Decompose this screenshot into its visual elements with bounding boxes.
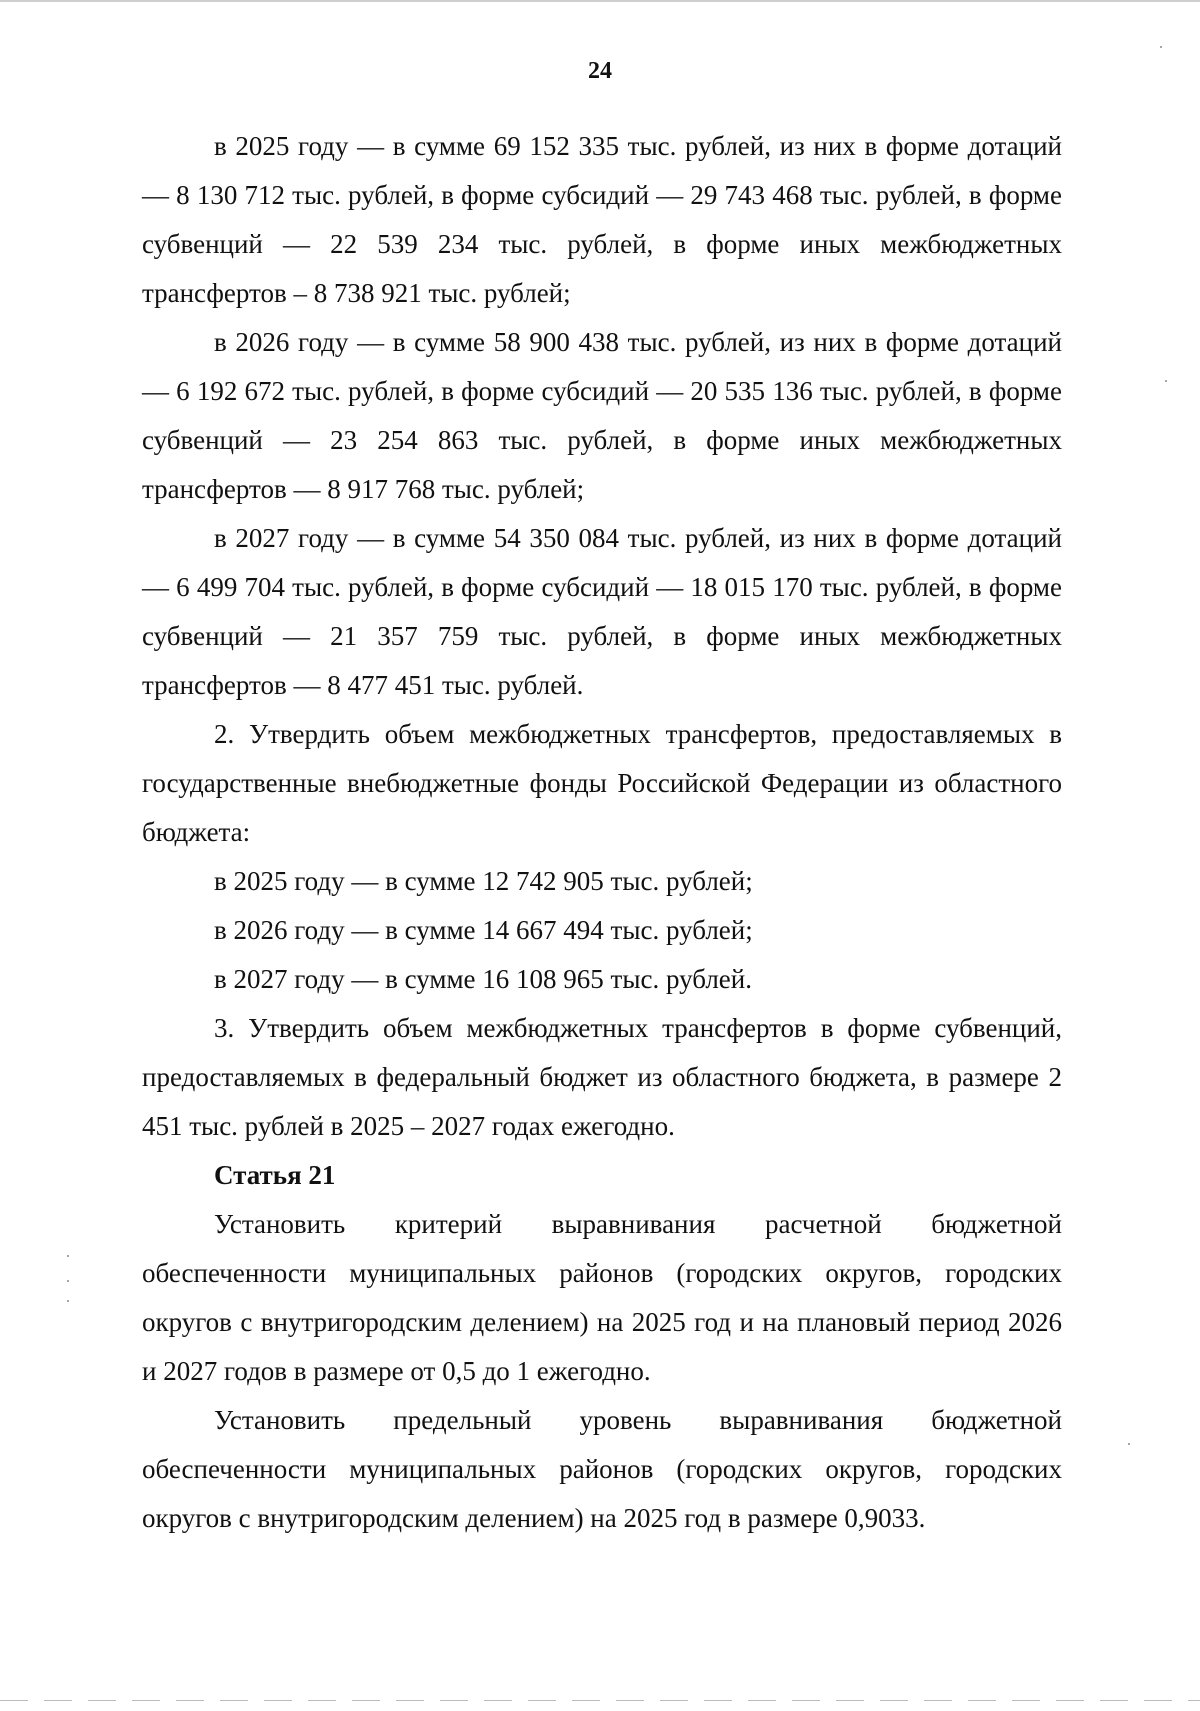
scan-speck: [1128, 1443, 1130, 1445]
paragraph-item-2-2027: в 2027 году — в сумме 16 108 965 тыс. рублей.: [214, 964, 752, 994]
paragraph-article-2: Установить предельный уровень выравнивания бюджетной обеспеченности муниципальных районов (городских округов, городских округов с внутригородским делением) на 2025 год в размере 0,9033.: [142, 1405, 1062, 1533]
paragraph-2027: в 2027 году — в сумме 54 350 084 тыс. рублей, из них в форме дотаций — 6 499 704 тыс. рублей, в форме субсидий — 18 015 170 тыс. рублей, в форме субвенций — 21 357 759 тыс. рублей, в форме иных межбюджетных трансфертов — 8 477 451 тыс. рублей.: [142, 523, 1062, 700]
scan-speck: [67, 1255, 69, 1257]
document-body: [142, 122, 1062, 1543]
paragraph-item-3: 3. Утвердить объем межбюджетных трансфертов в форме субвенций, предоставляемых в федеральный бюджет из областного бюджета, в размере 2 451 тыс. рублей в 2025 – 2027 годах ежегодно.: [142, 1013, 1062, 1141]
article-heading: Статья 21: [214, 1160, 336, 1190]
paragraph-2025: в 2025 году — в сумме 69 152 335 тыс. рублей, из них в форме дотаций — 8 130 712 тыс. рублей, в форме субсидий — 29 743 468 тыс. рублей, в форме субвенций — 22 539 234 тыс. рублей, в форме иных межбюджетных трансфертов – 8 738 921 тыс. рублей;: [142, 131, 1062, 308]
page-number: 24: [588, 58, 612, 84]
paragraph-article-1: Установить критерий выравнивания расчетной бюджетной обеспеченности муниципальных районов (городских округов, городских округов с внутригородским делением) на 2025 год и на плановый период 2026 и 2027 годов в размере от 0,5 до 1 ежегодно.: [142, 1209, 1062, 1386]
scan-speck: [1165, 380, 1167, 382]
scan-edge-bottom: [0, 1700, 1200, 1701]
paragraph-item-2: 2. Утвердить объем межбюджетных трансфертов, предоставляемых в государственные внебюджетные фонды Российской Федерации из областного бюджета:: [142, 719, 1062, 847]
scan-edge-top: [0, 0, 1200, 2]
paragraph-item-2-2025: в 2025 году — в сумме 12 742 905 тыс. рублей;: [214, 866, 753, 896]
scan-speck: [1160, 46, 1162, 48]
scan-speck: [67, 1280, 69, 1282]
paragraph-2026: в 2026 году — в сумме 58 900 438 тыс. рублей, из них в форме дотаций — 6 192 672 тыс. рублей, в форме субсидий — 20 535 136 тыс. рублей, в форме субвенций — 23 254 863 тыс. рублей, в форме иных межбюджетных трансфертов — 8 917 768 тыс. рублей;: [142, 327, 1062, 504]
scan-speck: [67, 1300, 69, 1302]
paragraph-item-2-2026: в 2026 году — в сумме 14 667 494 тыс. рублей;: [214, 915, 753, 945]
